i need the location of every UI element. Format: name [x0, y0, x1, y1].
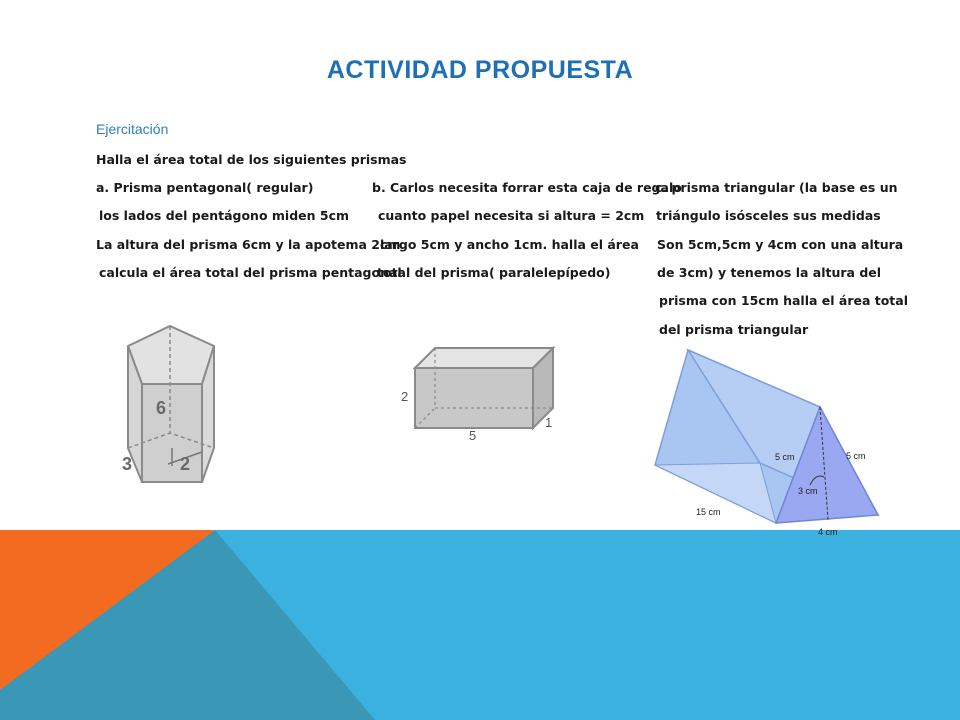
- slide-title: ACTIVIDAD PROPUESTA: [326, 56, 634, 84]
- label-apothem-2: 2: [180, 454, 191, 474]
- problem-c-line-5: prisma con 15cm halla el área total: [659, 293, 909, 308]
- label-side-5cm-right: 5 cm: [846, 451, 866, 461]
- problem-c-line-1: c. prisma triangular (la base es un: [655, 180, 898, 195]
- problem-a-line-1: a. Prisma pentagonal( regular): [96, 180, 314, 195]
- label-box-width: 1: [545, 415, 553, 430]
- problem-a-line-4: calcula el área total del prisma pentagonal: [99, 265, 402, 280]
- label-base-4cm: 4 cm: [818, 527, 838, 537]
- label-side-5cm-left: 5 cm: [775, 452, 795, 462]
- problem-c-line-3: Son 5cm,5cm y 4cm con una altura: [657, 237, 904, 252]
- slide-subtitle: Ejercitación: [96, 121, 169, 137]
- problem-b-line-3: largo 5cm y ancho 1cm. halla el área: [380, 237, 639, 252]
- problem-a-line-2: los lados del pentágono miden 5cm: [99, 208, 349, 223]
- problem-a-line-3: La altura del prisma 6cm y la apotema 2cm: [96, 237, 401, 252]
- problem-c-line-4: de 3cm) y tenemos la altura del: [657, 265, 882, 280]
- problem-c-line-2: triángulo isósceles sus medidas: [656, 208, 881, 223]
- label-box-height: 2: [401, 389, 409, 404]
- problem-b-line-2: cuanto papel necesita si altura = 2cm: [378, 208, 645, 223]
- label-height-3cm: 3 cm: [798, 486, 818, 496]
- intro-text: Halla el área total de los siguientes prismas: [96, 152, 407, 167]
- pentagonal-prism-figure: [110, 318, 240, 498]
- triangular-prism-figure: [650, 345, 882, 540]
- label-height-6: 6: [156, 398, 167, 418]
- problem-c-line-6: del prisma triangular: [659, 322, 809, 337]
- label-side-3: 3: [122, 454, 133, 474]
- problem-b-line-1: b. Carlos necesita forrar esta caja de regalo: [372, 180, 682, 195]
- label-box-length: 5: [469, 428, 477, 443]
- rectangular-box-figure: [395, 340, 565, 445]
- problem-b-line-4: total del prisma( paralelepípedo): [377, 265, 611, 280]
- label-length-15cm: 15 cm: [696, 507, 721, 517]
